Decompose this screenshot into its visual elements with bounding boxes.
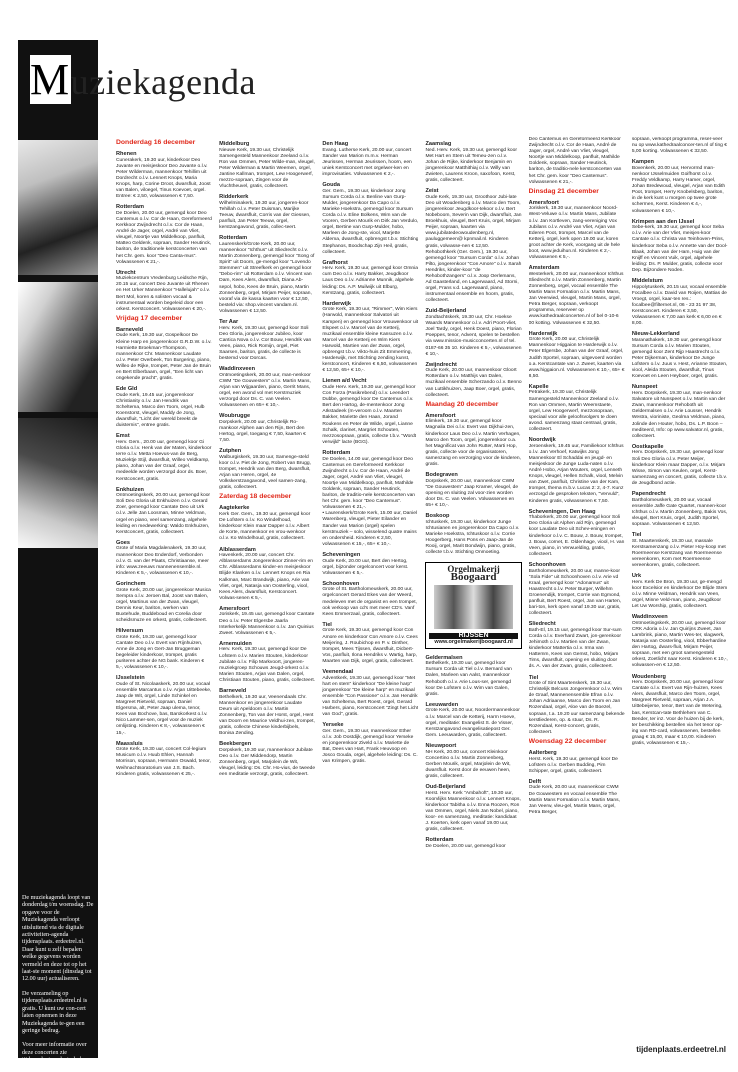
agenda-entry: Bethelkerk, 19.30 uur, Veenendaals Chr. Mannenkoor en jongerenkoor Laudate Deum uit Apeldoorn o.l.v. Martin Zonnenberg, Ton van der Horst, orgel, Hent van Doorn en Maurice Veldhui-zen, trompet, gratis, collecte Chinese kinderbijbels, Bonisa Zending. <box>219 694 315 737</box>
agenda-city: Zeist <box>425 188 439 195</box>
agenda-city: Aagtekerke <box>219 505 250 512</box>
agenda-column <box>322 137 418 1047</box>
agenda-city: Alblasserdam <box>219 546 256 553</box>
agenda-column <box>632 137 728 1047</box>
agenda-entry: Bath-El, 19.15 uur, gemengd koor Sur-sum Corda o.l.v. Everhard Zwart, jon-gerenkoor Jehimoth o.l.v. Martien van der Zwan, kinderkoor Mattertia o.l.v. Irma van Hattemm, Kees van Gemst, hobo, Mirjam Tims, dwarsfluit, opening en sluiting door ds. A. van der Zwan, gratis, collecteert. <box>528 627 622 670</box>
agenda-entry: Grote Kerk, 19.30 uur, concert Col-legium Musicum o.l.v. Huub Ehlen, Hannah Morrison, sopraan, Hermann Oswald, tenor, Weihnachtsoratorium van J.S. Bach. Kinderen gratis, volwassenen € 25,-. <box>116 747 211 777</box>
advert-url: www.orgelmakerijboogaard.nl <box>434 638 513 645</box>
agenda-date-heading: Woensdag 22 december <box>528 737 607 745</box>
agenda-entry: Bartholomeuskerk, 20.00 uur, vocaal ensemble Jaffe Gate Quartet, mannen-koor Ichthus o.l.v. Martin Zonnenberg, Bakis Vos, vleugel, Bert Kruis, orgel, Judith Sportel, sopraan. Volwassenen € 12,50. <box>631 497 728 527</box>
agenda-entry: Petrakerk, 19.30 uur, Christelijk Samengesteld Mannenkoor Zeeland o.l.v. Ron van Ommen, Martin Weemstaete, orgel, Lew Hoogerwerf, mezzosopraan, speciaal voor alle geloofsvolgers te doen avond. samenzang staat centraal, gratis, collecteert. <box>528 390 619 433</box>
agenda-city: Nunspeet <box>631 384 658 391</box>
agenda-entry: Oude Herv. Kerk, 19.30 uur, gemengd koor Con Forza (Pasikrebend) o.l.v. Leendert Dubbe, gemengd koor De Cantemus o.l.v. Bert den Hartog, de-mentenkoor Jong AIkstadeek (m-veroom o.l.v. Maarten Bakker, Mariette den Haan, Jorand Roukens en Peter de Wilde, orgel, Lianne Schalk, clarinet, Margriet Schouten, mezzosopraan, gratis, collecte t.b.v. "Wordt verwijld" lacte (BGG). <box>322 384 417 445</box>
agenda-city: Bodegraven <box>425 472 458 479</box>
agenda-entry: Ontmoetingskerk, 20.00 uur, man-nenkoor CWM "De Gouwestem" o.l.v. Martin Mans, Arjan van Wijgaarden, piano, Gerrit Mans, orgel, een avond vol met Kerstmuziek verzorgd door Ds. C. van Veelen. Volwassenen en 65+ € 10,-. <box>219 372 311 409</box>
agenda-city: Woudenberg <box>631 673 666 680</box>
agenda-entry: Herv. Kerk, 19.30 uur, gemengd koor Omnia cum Deo o.l.v. Harry Bakker, Jeugdkoor Laus Deo o.l.v. Adrianne Munnik, algehele leiding: Ds. A.P. Muilwijk uit Elburg, Kerstzang, gratis, collecteert. <box>322 266 418 296</box>
agenda-city: Schoonhoven <box>322 580 360 587</box>
agenda-entry: Westerkerk, 20.00 uur, mannenkoor Ichthus Sliedrecht o.l.v. Martin Zonnenberg, Martin Zonnenberg, orgel, vocaal ensemble The Martin Mans Formation o.l.v. Martin Mans, Jan Veerwied, vleugel, Martin Mans, orgel, Petra Berger, sopraan, verkoopt programma, reserveer op www.kathedraalconcerten.nl of bel 0-10-6 00 kotting. Volwassenen € 32,50. <box>528 271 624 326</box>
agenda-entry: Rehobothkerk (Ger. Gem.), 19.30 uur, gemengd koor "Sursum Corda" o.l.v. Johan Pilto, jongerenkoor "Con Amore" o.l.v. Sarah Hendriks, kinder-koor "de Rehobothzangers" o.l.v. Joop Oerlemans, Ad Gaasterland, en Lagerwaard, Ad Storni, orgel, Frans v.d. Lagerwaard, piano, instrumentaal ensemble en hoorn, gratis, collecteert. <box>425 249 522 304</box>
agenda-city: Emst <box>116 433 130 440</box>
agenda-entry: Ontmoetingskerk, 20.00 uur, gemengd koor Soli Deo Gloria uit Enkhuizen o.l.v. Gerard Zoer, gemengd koor Cantate Deo uit Urk o.l.v. Jelle Jan Loosman, Minne Veldman, orgel en piano, veel samenzang, algehele leiding en medewerking: Waldo Enkhuizen, Kerstconcert, gratis, collecteert. <box>116 493 211 535</box>
agenda-city: Noordwijk <box>528 437 556 444</box>
agenda-city: Utrecht <box>116 269 136 276</box>
agenda-date-heading: Vrijdag 17 december <box>116 314 183 322</box>
agenda-city: Amersfoort <box>219 605 250 612</box>
agenda-entry: Walburgiskerk, 19.30 uur, Samenge-steld koor o.l.v. Piet de Jong, Robert van Brugg, trompet, Hendrik van den Berg, dwarsfluit, Arjan van Heren, orgel, 4e Volkskerstzangavond, veel samen-zang, gratis, collecteert. <box>219 454 311 491</box>
agenda-date-heading: Zaterdag 18 december <box>219 493 292 501</box>
agenda-city: Waddinxveen <box>631 614 668 621</box>
agenda-city: Ter Aar <box>219 319 239 326</box>
agenda-entry: Evang. Lutherse Kerk, 20.00 uur, concert Sander van Marion m.m.v. Herman Jeurissen, Herman Jeurissen, hoorn, een uniek Kerstconcert met orgelwer-ken en improvisaties. Volwassenen € 2,-. <box>322 147 412 177</box>
agenda-city: Hilversum <box>116 628 144 635</box>
agenda-city: Oostkapelle <box>631 443 664 450</box>
agenda-city: Scheveningen <box>322 551 361 558</box>
agenda-city: IJsselstein <box>116 675 145 682</box>
agenda-column <box>425 137 521 1047</box>
agenda-entry: Oude Kerk, 19.30 uur, Gospelkoor De Kleine Harp en jongerenkoor G.R.D.W. o.l.v. Harmiette Broekman-Thompson, mannenkoor Chr. Mannenkoor Laudate o.l.v. Peter Overbeek, Ton Burgering, piano, Willeo de Rijke, trompet, Peter Jan de Bruin en Bert Elberbaam, orgel, "Een licht van ongekende pracht", gratis. <box>116 333 212 382</box>
agenda-city: Rotterdam <box>116 204 144 211</box>
agenda-entry: Oude Kerk, 19.45 uur, jongerenkoor Christianity o.l.v. Jan Hendrik van Scheltema, Marco den Toom, orgel, Hulb Koenstorst, vleugel, Maddy de Jong, dwarsfluit, "Licht der wereld breekt de duisternis", entree gratis. <box>116 392 205 429</box>
agenda-city: Grafhorst <box>322 259 348 266</box>
agenda-entry: Ger. Gem., 19.30 uur, kinderkoor Jong Sursum Corda o.l.v. Benline van Gurp-Mulder, jongerenkoor Da Capo o.l.v. Marieke Hoekstra, gemengd koor Sursum Corda o.l.v. Eline Bolkens, Wim van de Vooren, Gerben Mourik en Dirk Jan Verdulo, orgel, Bertine van Gurp-Mulder, hobo, Marleen de Jong-ste, viool, Marjette Aldema, dwarsfluit, opbrengst t.b.v. Stichting Stephanos, Boodschap Zijn Heil, gratis, collecteert. <box>322 188 419 255</box>
agenda-city: Amersfoort <box>425 412 456 419</box>
agenda-city: Arnemuiden <box>219 640 252 647</box>
agenda-entry: Havenkerk, 20.00 uur, concert Chr. Alblasserdams Jongerenkoor Zinner-rim en Chr. Alblasserdams kinder-en meisjeskoor Blijde Klanken o.l.v. Lennert Knops en Ria Kalkman, Marc Brandwijk, piano, Arie van Vliet, orgel, Natasja van Oosterling, viool, Kees Alers, dwarsfluit, Kerstconcert. Volwas-senen € 5,-. <box>219 553 313 601</box>
advert-title: Orgelmakerij <box>447 564 500 575</box>
agenda-entry: Herv. Dorpskerk, 19.30 uur, man-nenkoor Salvatore uit Nunspeet o.l.v. Martin van der Zwan, mannenkoor Rehoboth uit Geldermalsen o.l.v. Arie Lousser, Hendrik Westra, vioriniste, Geolma Veldman, piano, Jolinde den Houter, hobo, Ds. L.P. Boon – mediteerd, Info: op www.salvator.nl, gratis, collecteert. <box>631 391 726 439</box>
agenda-entry: Grote Kerk, 20.00 uur, Noordermannenkoor o.l.v. Marcel van de Ketterij, Harm Hoeve, orgel, meditatie: Evangelist S. de Visser, Kerstzangavond evangelisatiepost Ger. Gem. Leeuwarden, gratis, collecteert. <box>425 708 520 738</box>
agenda-entry: Oude Kerk, 20.00 uur, Bert den Hertog, orgel, bijzonder orgelconcert voor kerst. Volwassenen € 5,-. <box>322 558 409 576</box>
agenda-column <box>529 137 625 1047</box>
agenda-entry: Sebe-kerk, 19.30 uur, gemengd koor Seba o.l.v. Arie van der Vliet, meisjes-koor Cantate o.l.v. Christa van Teinhoven-Prins, kinderkoor Seba o.l.v. Annette van der Dool-Blaak, Johan van der Ham, Huig van der Knijff en Vincent Vuik, orgel, algehele leiding: Ds. P. Mulder, gratis, collecte voor Dep. Bijzondere Noden. <box>631 225 728 273</box>
agenda-city: Middelstum <box>631 277 663 284</box>
agenda-entry: • Laurenskerk/Grote Kerk, 15.00 uur, Daniel Warenberg, vleugel, Pieter Eilander en Sander van Marion (orgel) spelen kerstmuziek – solo, wisselend quatre mains en ondersheid. Kinderen € 2,50, volwassenen € 15,-, 65+ € 10,-. <box>322 511 418 547</box>
agenda-city: Tiel <box>528 674 539 681</box>
agenda-city: Ridderkerk <box>219 194 249 201</box>
agenda-entry: De Doelen, 20.00 uur, gemengd koor <box>425 843 506 849</box>
agenda-city: Amsterdam <box>528 265 560 272</box>
agenda-entry: De Doelen, 14.00 uur, gemengd koor Deo Cantemus en Gereformeerd Kerkkoor Zwijndrecht o.l.v. Cor de Haan, André de Jager, orgel, André van Vliet, vleugel, Noortje van Middelkoop, panfluit, Mathilde Goldenk, sopraan, Sander Heutinck, bariton, de traditio-nele kerstconcerten van het Chr. gem. koor "Deo Cantemus". Volwassenen € 21,-. <box>322 456 416 511</box>
agenda-city: Nieuwpoort <box>425 742 457 749</box>
agenda-entry: Bethelkerk, 19.30 uur, gemengd koor Sursum Corda uit Tiel o.l.v. Bernard van Dalen, Marleen van Aalst, mannenkoor Rehoboth o.l.v. Arie Lous-ser, gemengd koor De Lofstem o.l.v. Wim van Galen, gratis. <box>425 661 512 697</box>
agenda-entry: Grote of St. Bartholomeuskerk, 20.00 uur, orgelconcert Gerard Ekes van der Weerd, medeleven met de organist en een trompet, ook verkoop van cd's met meer CD's. Vanf Kees Emmerzaal, gratis, collecteert. <box>322 587 417 617</box>
agenda-entry: Oude of St. Nicolaaskerk, 20.00 uur, vocaal ensemble Marcantus o.l.v. Arjan Uittebeeke, Jaap de Wit, orgel, Linde Schinkel en Margreet Rietveld, sopraan, Daniel Elgersma, alt, Peter Jaap ulema, tenor, Kees van Bochove, bas, Barokorkest o.l.v. Nico Lammer-sen, orgel voor de muziek omlijsting. Kinderen € 8,-, volwassenen € 15,-. <box>116 681 212 736</box>
agenda-entry: Oude Kerk, 20.00 uur, mannenkoor Gloort Rotterdam o.l.v. Matthijs van Dalen, muzikaal ensemble Scherzando o.l.v. Benno van Luttikhuizen, Jaap Boer, orgel, gratis, collecteert. <box>425 368 522 398</box>
agenda-city: Rotterdam <box>219 235 248 242</box>
footer-url: tijdenplaats.erdeetrel.nl <box>636 1045 726 1054</box>
agenda-city: Waddinxveen <box>219 366 256 373</box>
agenda-city: Gouda <box>322 182 341 189</box>
agenda-entry: Maranathakerk, 19.30 uur, gemengd koor Sursum Corda o.l.v. Marien Stouten, gemengd koor Zent Rijp Haastrecht o.l.v. Peter Dijkerman, kinderkoor De Junge Lofstem o.l.v. Juus v. Hest, Arianne Stouten, viool, Aleida Stouten, dwarsfluit, Tinus Koevoet en Leen Heyboer, orgel, gratis. <box>631 337 728 380</box>
agenda-city: Sliedrecht <box>528 621 556 628</box>
agenda-city: Den Haag <box>322 141 349 147</box>
agenda-city: Zuid-Beijerland <box>425 308 467 315</box>
page-title <box>30 55 257 104</box>
agenda-city: Maassluis <box>116 740 143 747</box>
agenda-entry: sopraan, verkoopt programma, reser-veer nu op www.kathedraalconcer-ten.nl of ting € 5,00 korting. Volwassenen € 32,50. <box>631 137 727 155</box>
advert-name: Boogaard <box>450 571 497 584</box>
agenda-entry: Grote Kerk, 19.30 uur, gemengd koor Con Amore en kinderkoor Con Amore o.l.v. Cees Meijering, J. Roubichop en P. v. Dinther, trompet, Mees Tijssen, dwarsfluit, Dicbert-Vos, panfluit, Ilona Hendriks v. Wartig, harp, Maarten van Dijk, orgel, gratis, collecteert. <box>322 628 418 664</box>
agenda-city: Lienen a/d Vecht <box>322 378 367 385</box>
agenda-column <box>116 137 212 1047</box>
agenda-city: Rotterdam <box>322 449 351 456</box>
agenda-entry: Ned. Herv. Kerk, 19.30 uur, gemengd koor Met Hart en Stem uit Temeu-zen o.l.v. Johan de Rijke, kinderkoor Benjamin en jongerenkoor Matthithiaj o.l.v. Willy van Zwieten, Laurens Kroon, saxofoon, Kerst, gratis, collecteert. <box>425 147 518 184</box>
agenda-entry: Joriskerk, 19.30 uur, mannenkoor Noord-West-Veluwe o.l.v. Martin Mans, Jubilate o.l.v. Jan Kortleven, zang-vereniging Vox Jubilans o.l.v. André van Vliet, Arjan van Ederen Poot, trompet, Marcel van de Ketterij, orgel, kerk open 19.00 uur, koren groot achter de Kerk, voorgang uit de hele boot, www.jeduihun.nl. Kinderen € 2,-. Volwassenen € 5,-. <box>528 206 621 261</box>
agenda-city: Middelburg <box>219 141 250 147</box>
agenda-city: Enkhuizen <box>116 486 144 493</box>
agenda-entry: Laurenskerk/Grote Kerk, 20.00 uur, mannenkoor "Ichthus" uit Sliedrecht o.l.v. Martin Zonnenberg, gemengd koor "Song of Spirit" uit Doorn, ge-mengd koor "Lovendo Stemmen" uit Streefkerk en gemengd koor "Debo-rim" uit Rotterdam o.l.v. Vincent van Dam, Kees Alers, dwarsfluit, Diana Ab-sepol, hobo, Kees de Bruin, piano, Martin Zonnenberg, orgel, Mirjam Peijer, sopraan, vooraf via de kassa kaarten voor € 12,50, besteld via: shop.vincent vandam.nl. Volwassenen € 12,50. <box>219 241 315 314</box>
photo-organ-pipes <box>18 418 98 548</box>
agenda-entry: Grote Kerk, 19.30 uur, "Rimmer", Wim Kiers (Harwold, mannenkoor Salvatori uit Kampen) en gemengd koor Vrouwenkoor uit Elspeet o.l.v. Marcel van de Ketterij, muzikaal ensemble kleine Kansuzen o.l.v. Marcel van de Ketterij en Wim Kiers Harwold, Martien van der Zwan, orgel, opbrengst t.b.v. Vikto-huis Zit Emmerring, Harderwijk, met Stichting zending kunst, kerstconcert, Kinderen € 6,50, volwassenen € 12,50, 65+ € 10,-. <box>322 307 419 374</box>
intro-text <box>22 895 94 1072</box>
orgelmakerij-advert <box>425 562 521 648</box>
agenda-entry: Bovenkerk, 20.00 uur, Hervormd man-nenkoor IJsselmuiden Goifhorst o.l.v. Freddy Veldkamp, Harry Hamer, orgel, Johan Bredewoud, vleugel, Arjan van Edith Poot, trompet, Herry Knobelsberg, bariton, in de kerk kunt u morgen op twee grote schermen, Kerst. Kinderen € 4,-, volwassenen € 10,-. <box>631 165 726 214</box>
agenda-city: Ede Gld <box>116 386 138 393</box>
agenda-entry: Grote Kerk, 19.30 uur, gemengd koor Cantate Deo o.l.v. Evert van Rijnhuizen, Anne de Jong en Gert-Jan Bruggeman begeleider kinderkoor, trompet, gratis puriteren achter de NG bank. Kinderen € 5,-, volwassenen € 10,-. <box>116 634 205 671</box>
agenda-city: Aalterberg <box>528 749 557 756</box>
agenda-entry: Muziekcentrum Vredenburg Leidsche Rijn, 20.15 uur, concert Deo Juvante uit Rhenen en Het Urker Mannenkoor "Hallelujah" o.l.v. Bert Mol, koren & solisten vocaal & instrumentaal worden begeleid door een orkest. Kerstconcert. Volwassenen € 20,-. <box>116 276 210 312</box>
agenda-date-heading: Maandag 20 december <box>425 400 499 408</box>
agenda-city: Rotterdam <box>425 837 454 844</box>
agenda-city: Gorinchem <box>116 580 146 587</box>
agenda-city: Krimpen aan den IJssel <box>631 218 695 225</box>
agenda-entry: Dorpskerk, 19.30 uur, mannenkoor Jubilate Deo o.l.v. Ger Middendorp, Martin Zonnenberg, orgel, Marjolein de Wit, vleugel, leiding: Ds. Chr. Ho-vius, de tweede een meditatie verzorgt, gratis, collecteert. <box>219 747 316 778</box>
agenda-city: Zwijndrecht <box>425 361 457 368</box>
photo-piano-keys <box>18 140 98 275</box>
agenda-city: Goes <box>116 539 130 546</box>
agenda-entry: Zondtachtskerk, 19.30 uur, Chr. Hoekse Waards Mannenkoor o.l.v. Adri Poort-vliet, Joel Tardy, orgel, Henk Doest, piano, Florian Poeppes, tenor, Advent, spelen te bestellen via www.mission-musicconcerten.nl of tel. 0187-66 35 10. Kinderen € 5,-, volwassenen € 10,-. <box>425 315 522 357</box>
agenda-city: Leeuwarden <box>425 701 459 708</box>
agenda-entry: Ger. Gem., 19.30 uur, mannenkoor Ether o.l.v. Job Oostdijk, gemengd koor Yerseke en jongerenkoor Ziveld o.l.v. Mariette de Bat, Dees van Hart, Frank Heuvoop en Josco Gouda, orgel, algehele leiding: Ds. C. van Krimpen, gratis. <box>322 728 418 765</box>
intro-paragraph: De verzameling op tijdensplaats.erdeetrel.nl is gratis. U kunt uw con-cert laten opnemen in deze Muziekagenda te-gen een geringe bedrag. <box>22 990 88 1034</box>
agenda-entry: Herv. Dorpskerk, 20.00 uur, gemengd koor Cantate o.l.v. Evert van Rijn-huizen, Kees Alers, dwarsfluit, Marco den Toom, orgel, Margreet Rietveld, sopraan, Arjan J.A. Uittebeijerse, tenor, Bert van de Wetering, bas, Kerstcan-tate Bethlehem van C. Bender, ter inz. Voor de huizen bij de kerk, ter beschikking bestellen via het tenor op-ing van RD-card, volwassenen, bestellen graag € 15,00, maar € 10,00. Kinderen gratis, volwassenen € 15,-. <box>631 680 724 747</box>
agenda-city: Zutphen <box>219 448 242 455</box>
agenda-entry: Herv. Kerk, 19.30 uur, gemengd koor Soli Deo Gloria, jongerenkoor Jubileo, koor Cantica Nova o.l.v. Cor Bouw, Hendrik van Veen, piano, Rick Romijn, orgel, Piet Saarsen, bariton, gratis, de collecte is bestemd voor Dorcas. <box>219 325 312 362</box>
agenda-entry: Ontmoetingskerk, 20.00 uur, gemengd koor CRK Adoria o.l.v. Jan Quirijns Zweet, Jan Lambrink, piano, Martin Wes-ter, slagwerk, Natasja van Oosterling, viool, Ebberhardine den Hartog, dwars-fluit, Mirjam Peijer, sopraan, met een groot samengesteld orkest, Zoetlicht naar Kerst. Kinderen € 10,-, volwassen-en € 12,50. <box>631 620 728 669</box>
agenda-entry: Herv. Gem., 20.00 uur, gemengd koor Gi Gloria o.l.v. Henk van der Maten, kinderkoor Ierre o.l.v. Metta Hoevus-van de Berg, Muziektje Stijl, dwarsfluit, Willeo Veldkamp, piano, Johan van der Graaf, orgel, medeelde worden verzorgd door ds. Boer, Kerstconcert, gratis. <box>116 439 212 482</box>
agenda-city: Barneveld <box>116 326 144 333</box>
agenda-city: Tiel <box>322 621 332 628</box>
agenda-entry: Joriskerk, 19.45 uur, gemengd koor Cantate Deo o.l.v. Peter Elgersbe Jaarla Interkerkelijk Mannenkoor o.l.v. Jan Quinius Zweet. Volwassenen € 5,-. <box>219 612 315 636</box>
agenda-city: Zaamslag <box>425 141 452 147</box>
agenda-entry: Herv. Kerk, 19.30 uur, gemengd koor De Lofstem o.l.v. Marien Stouten, kinderkoor Jubilate o.l.v. Filip Markvoort, jongeren-muziekgroep Schouws Jeugd-orkest o.l.v. Marien Stouten, Arjan van Dalen, orgel, Christiaan Stouten, piano, gratis, collecteert. <box>219 647 316 683</box>
agenda-entry: Nieuwe Kerk, 19.30 uur, Christelijk Samengesteld Mannenkoor Zeeland o.l.v. Ron van Ommen, Peter Wilde-man, vleugel, Peter Wilderman & Martin Weemen, orgel, Jantine Kallman, trompet, Lew Hoogerwerf, mezzo-sopraan, Zingen voor de Vluchtheuvel, gratis, collecteert. <box>219 147 315 190</box>
agenda-city: Beekbergen <box>219 741 252 748</box>
agenda-entry: Dorpskerk, 20.00 uur, mannenkoor CWM "De Gouwestem" Jaap Kramer, vleugel, de opening en sluiting zal voor-zien worden door Ds. C. van Veelen. Volwassenen en 65+ € 10,-. <box>425 478 519 509</box>
agenda-entry: Herv. Dorpskerk, 19.30 uur, gemengd koor Soli Deo Gloria o.l.v. Peter Meijer, kinderkoor Klein maar Dapper, o.l.v. Mirjam Wisse, Simon van Keulen, orgel, Kerst-samenzang en concert, gratis, collecte t.b.v. de Jeugdbond actie. <box>631 450 727 486</box>
agenda-city: Nieuw-Lekkerland <box>631 331 680 338</box>
agenda-city: Papendrecht <box>631 490 666 497</box>
intro-paragraph: Voor meer informatie over deze concerten zie tijdensplaats.erdeetrel.nl <box>22 1042 87 1064</box>
agenda-entry: Herst. Herv. Kerk "Ambahoft", 19.30 uur, Koorvlijks Mannenkoor o.l.v. Lennert Knops, kinderkoor Tabitha o.l.v. Enna Roozen, Ron van Ommen, orgel, Niels Jan Nobel, piano, koor- en samenzang, meditatie: kandidaat J. Koerten, kerk open vanaf 19.00 uur, gratis, collecteert. <box>425 790 521 833</box>
agenda-city: Kapelle <box>528 383 549 390</box>
agenda-city: Harderwijk <box>528 330 558 337</box>
agenda-city: Rhenen <box>116 151 137 157</box>
agenda-entry: Deo Cantemus en Gereformeerd Kerkkoor Zwijndrecht o.l.v. Cor de Haan, André de Jager, orgel, André van Vliet, vleugel, Noortje van Middelkoop, panfluit, Mathilde Goldenk, sopraan, Sander Heutinck, bariton, de traditio-nele kerstconcerten van het Chr. gem. koor "Deo Cantemus". Volwassenen € 21,-. <box>528 137 622 185</box>
agenda-city: Harderwijk <box>322 300 351 307</box>
agenda-entry: St. Maartenskerk, 19.30 uur, massale Kerstsamenzang o.l.v. Pieter Hoy-koop met Roermeense Kerstzang van Roermeense vereenkoren, Kom met Roermeense vereenkoren, gratis, collecteert. <box>631 538 726 568</box>
agenda-entry: Grote of Sint Maartenskerk, 19.30 uur, Christelijk Belcuss Jongerenkoor o.l.v. Wim de Graaf, Mannenensemble Efran o.l.v. Johan Adriaanse, Marco den Toom en Jan Rozendaal, orgel, Aloe van de Boezel, sopraan, t.a. 19.20 uur samenzang bekende kerstliederen, op. & stuur, Ds. R. Rozendaal, Kerst-concert, gratis, collecteert. <box>528 681 625 735</box>
agenda-entry: Ichtuskerk, 19.30 uur, kinderkoor Junge Ichtusianen en jongerenkoor Da Capo o.l.v. Marieke Hoekstra, Ichtuskoor o.l.v. Corrie Hoogerberg, Hans Pons en Jaap-Jan de Rooij, orgel, Marit Bondwijn, piano, gratis, collecte t.b.v. Stichting Onmoeting. <box>425 519 520 556</box>
agenda-city: Veenendaal <box>322 669 354 675</box>
agenda-date-heading: Dinsdag 21 december <box>528 187 599 195</box>
agenda-entry: Wilhelminakerk, 19.30 uur, jongeren-koor Tehillah o.l.v. Peter Duisman, Marijke Teeuw, dwarsfluit, Corris van der Giessen, panfluit, Jan Peter Teeuw, orgel, kerstzangavond, gratis, collec-teert. <box>219 200 311 231</box>
agenda-entry: Herv. Kerk De Bron, 19.30 uur, ge-mengd koor Excelsior en kinderkoor De Blijde Stem o.l.v. Minne Veldman, Hendrik van Veen, orgel, Minne Veld-man, piano, Jeugdkoor Let Uw Worship, gratis, collecteert. <box>631 579 728 610</box>
agenda-city: Barneveld <box>219 688 247 694</box>
agenda-city: Yerseke <box>322 722 344 729</box>
intro-paragraph: De muziekagenda loopt van donderdag t/m woensdag. De opgave voor de Muziekagenda verloopt uitsluitend via de digitale activiteiten-agenda tijdensplaats. erdeetrel.nl. Daar kunt u zelf bepalen welke gegevens worden vermeld en deze tot op het laat-ste moment (dinsdag tot 12.00 uur) actualiseren. <box>22 895 94 983</box>
agenda-entry: Dorpskerk, 20.00 uur, Christelijk Ro-mankoor Alphen aan den Rijn, Bert den Hertog, orgel, toegang € 7,50, kaarten € 7,50. <box>219 419 306 444</box>
agenda-city: Kampen <box>631 159 654 166</box>
agenda-entry: Oude Kerk, 19.30 uur, Groothoor Jubi-late Deo uit Woudenberg o.l.v. Marco den Toom, jongerenkoor Jeugdkoor-tekoor o.l.v. Bert Nobeboom, Severin van Dijk, dwarsfluit, Jan Broekhuis, vleugel, Bert Kruis, orgel, Mirjam Peijer, sopraan, kaarten via www.jubilatedeowoudenberg.nl, pauluggemeen@ kpnmail.nl. Kinderen gratis, volwasse-nen € 12,50. <box>425 194 522 249</box>
agenda-entry: Oude Kerk, 20.00 uur, mannenkoor CWM De Gouwestem en vocaal ensemble The Martin Mans Formation o.l.v. Martin Mans, Jan Veerw, vleu-gel, Martin Mans, orgel, Petra Berger, <box>528 785 620 815</box>
agenda-entry: De Doelen, 20.00 uur, gemengd koor Deo Cantemus o.l.v. Cor de Haan, Gereformeerd Kerkkoor Zwijndrecht o.l.v. Cor de Haan, André de Jager, orgel, André van Vliet, vleugel, Noortje van Middelkoop, panfluit, Matteo Geldenk, sopraan, Sander Heutinck, bariton, de traditionele kerstconcerten van het Chr. gem. koor "Deo Canta-mus". Volwassenen € 21,-. <box>116 210 212 265</box>
agenda-city: Schoonhoven <box>528 561 566 568</box>
agenda-entry: Hippolytuskerk, 20.15 uur, vocaal ensemble Focalbee o.l.v. David van Roijen, Mattias de Vroegt, orgel, kaar-ten res.: focalbee@filternet.nl, 06 - 23 31 97 38, Kerstconcert. Kinderen € 3,50, Volwassenen € 7,00 aan kerk € 6,00 en € 8,00. <box>631 284 727 327</box>
title-initial: M <box>30 55 70 104</box>
agenda-city: Urk <box>631 573 642 580</box>
agenda-entry: Grote of Maria Magdalenakerk, 19.30 uur, mannenkoor Deo Enderdorf, Verbonden o.l.v. G. van der Plaats, Christiaanse, meer info: www.zeeuws mannenensemble.nl. Kinderen € 5,-, volwassenen € 10,-. <box>116 546 209 576</box>
agenda-columns <box>116 137 728 1047</box>
agenda-entry: Kerk Ger. Gem., 19.30 uur, gemengd koor De Lofstem o.l.v. Ko Windelhoud, kinderkoor Klein maar Dapper o.l.v. Albert de Korte, mannenkoor en vrou-wenkoor o.l.v. Ko Windelhoud, gratis, collecteert. <box>219 512 311 542</box>
agenda-city: Amersfoort <box>528 199 559 206</box>
agenda-entry: Herst. Kerk, 19.30 uur, gemengd koor De Lofstem o.l.v. Gerben Budding, Pim Schipper, orgel, gratis, collecteert. <box>528 756 618 774</box>
agenda-entry: Elimkerk, 19.30 uur, gemengd koor Magnalia Dei o.l.v. Evert van Dijkhui-zen, kinderkoor Laus Deo o.l.v. Martin Verhagen, Marco den Toom, orgel, jongerenkoor o.a. het Magnificat van John Rutter, Marti Hop, gratis, collecte voor de organisatoren, samenzang en verzorging voor de kinderen, gratis. <box>425 419 521 467</box>
agenda-entry: Thaborkerk, 20.00 uur, gemengd koor Soli Deo Gloria uit Alphen a/d Rijn, gemengd koor Laudate Deo uit Schev-eningen en kinderkoor o.l.v. C. Bouw, J. Bouw, trompet, J. Bouw, cornet, E. Oldenhage, viool, H. van Veen, piano, in Verwuelding, gratis, collecteert. <box>528 515 625 557</box>
agenda-entry: Grote Kerk, 20.00 uur, Christelijk Mannenkoor Higgaion te Harderwijk o.l.v. Peter Elgersbe, Johan van der Graaf, orgel, Judith Sportel, sopraan, uitgevoerd worden o.a. Kerstcantate van J. Zweet, kaarten via www.higgaion.nl. Volwassenen € 10,-, 65+ € 8,50. <box>528 337 625 379</box>
agenda-city: Tiel <box>631 532 642 539</box>
agenda-entry: Bartholomeuskerk, 20.00 uur, manne-koor "Sola Fide" uit Schoonhoven o.l.v. Arie vd Kraal, gemengd koor "Adonamus" uit Haastrecht o.l.v. Peter Burger, Willehm Groenendijk, trompet, Corrie van Egmond, panfluit, Bert Roest, orgel, Jan van Harten, bari-ton, kerk open vanaf 19.30 uur, gratis, collecteert. <box>528 568 622 617</box>
advert-organ-image <box>434 585 513 629</box>
agenda-city: Delft <box>528 778 542 785</box>
agenda-city: Scheveningen, Den Haag <box>528 508 596 515</box>
agenda-entry: NH Kerk, 20.00 uur, concert Kleinkoor Concertino o.l.v. Martin Zonnenberg, Gerben Mourik, orgel, Marjolein de Wit, dwarsfluit. Kerst door de eeuwen heen, gratis, collecteert. <box>425 749 511 779</box>
agenda-city: Geldermalsen <box>425 654 463 661</box>
agenda-entry: Grote Kerk, 20.00 uur, jongerenkoor Musica Sempra o.l.v. Jeroen Bal, Joost van Balen, orgel, Martinus van der Zwan, vleugel, Dennis Keur, bariton, werken van Buxtehude, Buddeboud en Corelia door scheidsmuze en orkest, gratis, collecteert. <box>116 587 211 623</box>
agenda-entry: Cunerakerk, 19.30 uur, kinderkoor Deo Juvante en meisjeskoor Deo Juvante o.l.v. Peter Wilderman, mannenkoor Tehillim uit Dordrecht o.l.v. Lennert Knops, Maria Knops, harp, Corine Droot, dwarsfluit, Joost van Balen, viloegel, Tinus Koevoet, orgel. Entree: € 2,50, volwassenen € 7,50. <box>116 157 211 200</box>
agenda-entry: Jeroenskerk, 19.45 uur, Familiekoor Ichthus o.l.v. Jan Verhoef, Katwijks Jong Mannenkoor El Schaddai en jeugd- en meisjeskoor de Junge Luda-naten o.l.v. André Hobo, Arjan Wouters, orgel, Lenneth Knops, vleugel, Hellen Schalk, viool, Melvin van Zwet, panfluit, Christine van der Kam, trompet, thema m.b.v. Lucas 2: 2, 4-7. Kunz verzorgd de gesproken teksten, "Vervuld", Kinderen gratis, volwassenen € 7,50. <box>528 443 624 504</box>
agenda-date-heading: Donderdag 16 december <box>116 139 196 146</box>
agenda-column <box>219 137 315 1047</box>
title-rest: uziekagenda <box>70 62 257 102</box>
agenda-city: Boskoop <box>425 513 450 520</box>
photo-sheet-music <box>18 282 98 412</box>
advert-place: RIJSSEN <box>429 633 517 639</box>
agenda-city: Woubrugge <box>219 413 251 420</box>
agenda-city: Oud-Beijerland <box>425 783 466 790</box>
agenda-entry: Adventkerk, 19.30 uur, gemengd koor "Met hart en stem" kinderkoor "De kleine harp" jongerenkoor "De kleine harp" en muzikaal ensemble "Con Passione" o.l.v. Jan Hendrik van Scheltema, Bert Roest, orgel, Gerard Harbers, piano, Kerstconcert "Zingt het Licht van God", gratis. <box>322 675 419 718</box>
